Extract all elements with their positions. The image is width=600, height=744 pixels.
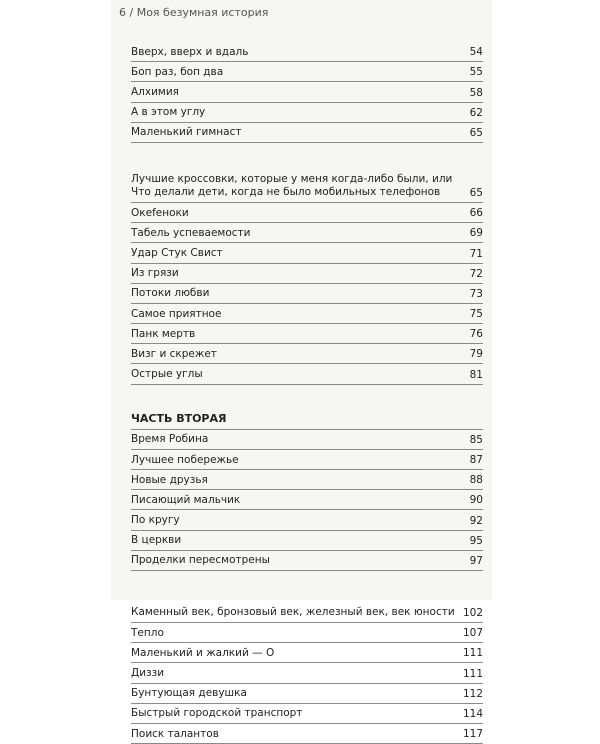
toc-entry [131,324,483,344]
toc-entry-title: Табель успеваемости [131,226,251,239]
toc-entry-page: 72 [469,267,483,280]
toc-entry [131,663,483,683]
toc-entry [131,364,483,384]
toc-entry [131,571,483,623]
toc-entry-page: 87 [469,454,483,466]
toc-entry [131,470,483,490]
toc-entry-page: 88 [469,474,483,487]
toc-entry-title: В церкви [131,534,182,547]
toc-entry-page: 95 [469,534,483,547]
toc-entry-page: 66 [469,207,483,220]
section-heading: ЧАСТЬ ВТОРАЯ [131,385,483,430]
toc-entry [131,510,483,530]
toc-entry-title: Визг и скрежет [131,347,217,360]
toc-entry [131,103,483,123]
toc-entry [131,344,483,364]
toc-entry [131,123,483,143]
toc-entry-page: 69 [469,227,483,240]
toc-entry [131,243,483,263]
toc-entry-title: По кругу [131,514,180,527]
toc-entry-title: Потоки любви [131,287,210,300]
toc-entry-page: 54 [469,46,483,59]
toc-entry-title: Из грязи [131,267,179,280]
toc-entry-page: 75 [469,308,483,321]
toc-entry-title: Маленький гимнаст [131,126,242,139]
toc-entry-page: 111 [462,647,483,660]
running-header: 6 / Моя безумная история [119,6,269,19]
toc-entry-page: 62 [469,106,483,119]
toc-entry [131,531,483,551]
toc-entry-title: Диззи [131,667,165,679]
toc-entry [131,684,483,704]
toc-entry [131,284,483,304]
toc-entry-title: Маленький и жалкий — О [131,646,275,659]
toc-entry [131,143,483,203]
toc-entry [131,623,483,643]
toc-entry-page: 81 [469,368,483,381]
toc-entry-page: 76 [469,328,483,341]
toc-entry-title: Лучшие кроссовки, которые у меня когда-либо были, или Что делали дети, когда не было мобильных телефонов [131,172,453,199]
toc-entry-page: 117 [462,728,483,741]
toc-entry-page: 90 [469,494,483,507]
toc-entry-page: 73 [469,287,483,300]
toc-entry [131,430,483,450]
toc-entry-page: 79 [469,348,483,361]
toc-entry-page: 114 [462,707,483,720]
toc-entry [131,304,483,324]
toc-entry-page: 71 [469,247,483,260]
toc-entry [131,82,483,102]
toc-entry [131,490,483,510]
toc-entry-title: Боп раз, боп два [131,65,224,78]
toc-entry-page: 58 [469,86,483,99]
toc-entry [131,551,483,571]
toc-entry-title: Новые друзья [131,473,208,486]
toc-entry-page: 102 [462,606,483,619]
toc-entry-title: Панк мертв [131,327,196,340]
toc-entry-page: 55 [469,66,483,79]
toc-entry [131,223,483,243]
toc-entry-page: 92 [469,514,483,527]
toc-entry [131,62,483,82]
toc-part-two [131,430,483,744]
table-of-contents [131,42,483,744]
toc-entry-page: 107 [462,627,483,640]
toc-entry-title: Удар Стук Свист [131,247,223,259]
toc-entry-title: Океfеноки [131,206,189,219]
toc-entry-page: 65 [469,126,483,139]
toc-entry [131,42,483,62]
toc-entry-title: Писающий мальчик [131,493,241,506]
toc-entry-title: Алхимия [131,86,179,99]
toc-entry-title: Быстрый городской транспорт [131,707,303,720]
toc-entry-title: А в этом углу [131,106,206,119]
toc-entry-page: 65 [469,186,483,199]
toc-entry-title: Каменный век, бронзовый век, железный век, век юности [131,606,455,619]
toc-entry-page: 85 [469,433,483,446]
toc-entry-page: 111 [462,667,483,680]
toc-entry-page: 97 [469,554,483,567]
toc-entry [131,724,483,744]
toc-entry-title: Время Робина [131,433,209,446]
toc-entry-title: Лучшее побережье [131,453,239,466]
toc-entry-title: Проделки пересмотрены [131,554,270,567]
toc-part-one [131,42,483,385]
toc-entry-title: Тепло [131,626,164,639]
toc-entry [131,704,483,724]
toc-entry-title: Бунтующая девушка [131,687,247,700]
toc-entry [131,450,483,470]
toc-entry-title: Поиск талантов [131,727,219,740]
toc-entry-title: Самое приятное [131,307,222,320]
toc-entry-title: Острые углы [131,368,203,381]
toc-entry [131,264,483,284]
toc-entry [131,203,483,223]
toc-entry-title: Вверх, вверх и вдаль [131,45,249,58]
toc-entry-page: 112 [462,687,483,700]
toc-entry [131,643,483,663]
